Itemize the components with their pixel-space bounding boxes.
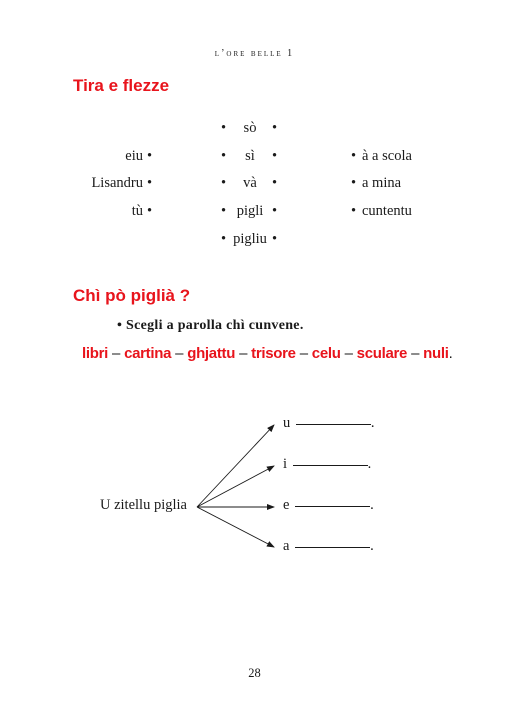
word-bank-item: ghjattu [187, 345, 236, 362]
answer-row [283, 415, 375, 432]
word-bank-item: celu [311, 345, 341, 362]
subject-label: Lisandru [91, 175, 143, 191]
article-label: a [283, 538, 290, 554]
word-bank-item: libri [82, 345, 109, 362]
verb-label: sì [245, 148, 255, 164]
article-label: u [283, 415, 291, 431]
page-number: 28 [248, 666, 261, 680]
section-title-chi-po-piglia: Chì pò piglià ? [73, 286, 191, 305]
complement-label: à a scola [362, 148, 412, 164]
word-bank-period: . [448, 345, 453, 362]
word-bank-item: sculare [356, 345, 408, 362]
word-bank-separator: – [239, 345, 248, 362]
answer-row [283, 456, 371, 473]
word-bank-separator: – [112, 345, 121, 362]
word-bank-item: cartina [124, 345, 172, 362]
instruction-bullet: • [117, 318, 123, 333]
article-label: e [283, 497, 290, 513]
subject-label: eiu [125, 148, 143, 164]
running-head: l’ore belle 1 [214, 48, 295, 59]
answer-blank[interactable] [296, 423, 371, 425]
arrow-to-i [197, 466, 274, 507]
answer-blank[interactable] [295, 546, 370, 548]
complement-label: cuntentu [362, 203, 412, 219]
word-bank-separator: – [411, 345, 420, 362]
blank-period: . [367, 456, 372, 472]
blank-period: . [370, 497, 374, 513]
blank-period: . [370, 538, 374, 554]
arrow-to-a [197, 507, 274, 547]
sentence-stem: U zitellu piglia [100, 497, 187, 513]
word-bank-item: trisore [251, 345, 296, 362]
answer-row [283, 538, 374, 555]
word-bank-separator: – [175, 345, 184, 362]
word-bank-separator: – [344, 345, 353, 362]
verb-label: và [243, 175, 257, 191]
word-bank-separator: – [299, 345, 308, 362]
section-title-tira-e-flezze: Tira e flezze [73, 76, 170, 95]
answer-blank[interactable] [293, 464, 368, 466]
complement-label: a mina [362, 175, 402, 191]
article-label: i [283, 456, 288, 472]
verb-label: pigliu [233, 231, 267, 247]
word-bank-item: nuli [423, 345, 449, 362]
verb-label: sò [243, 120, 257, 136]
blank-period: . [370, 415, 375, 431]
instruction-text: Scegli a parolla chì cunvene. [126, 318, 304, 333]
answer-row [283, 497, 374, 514]
subject-label: tù [131, 203, 143, 219]
arrow-to-u [197, 425, 274, 507]
verb-label: pigli [236, 203, 264, 219]
answer-blank[interactable] [295, 505, 370, 507]
